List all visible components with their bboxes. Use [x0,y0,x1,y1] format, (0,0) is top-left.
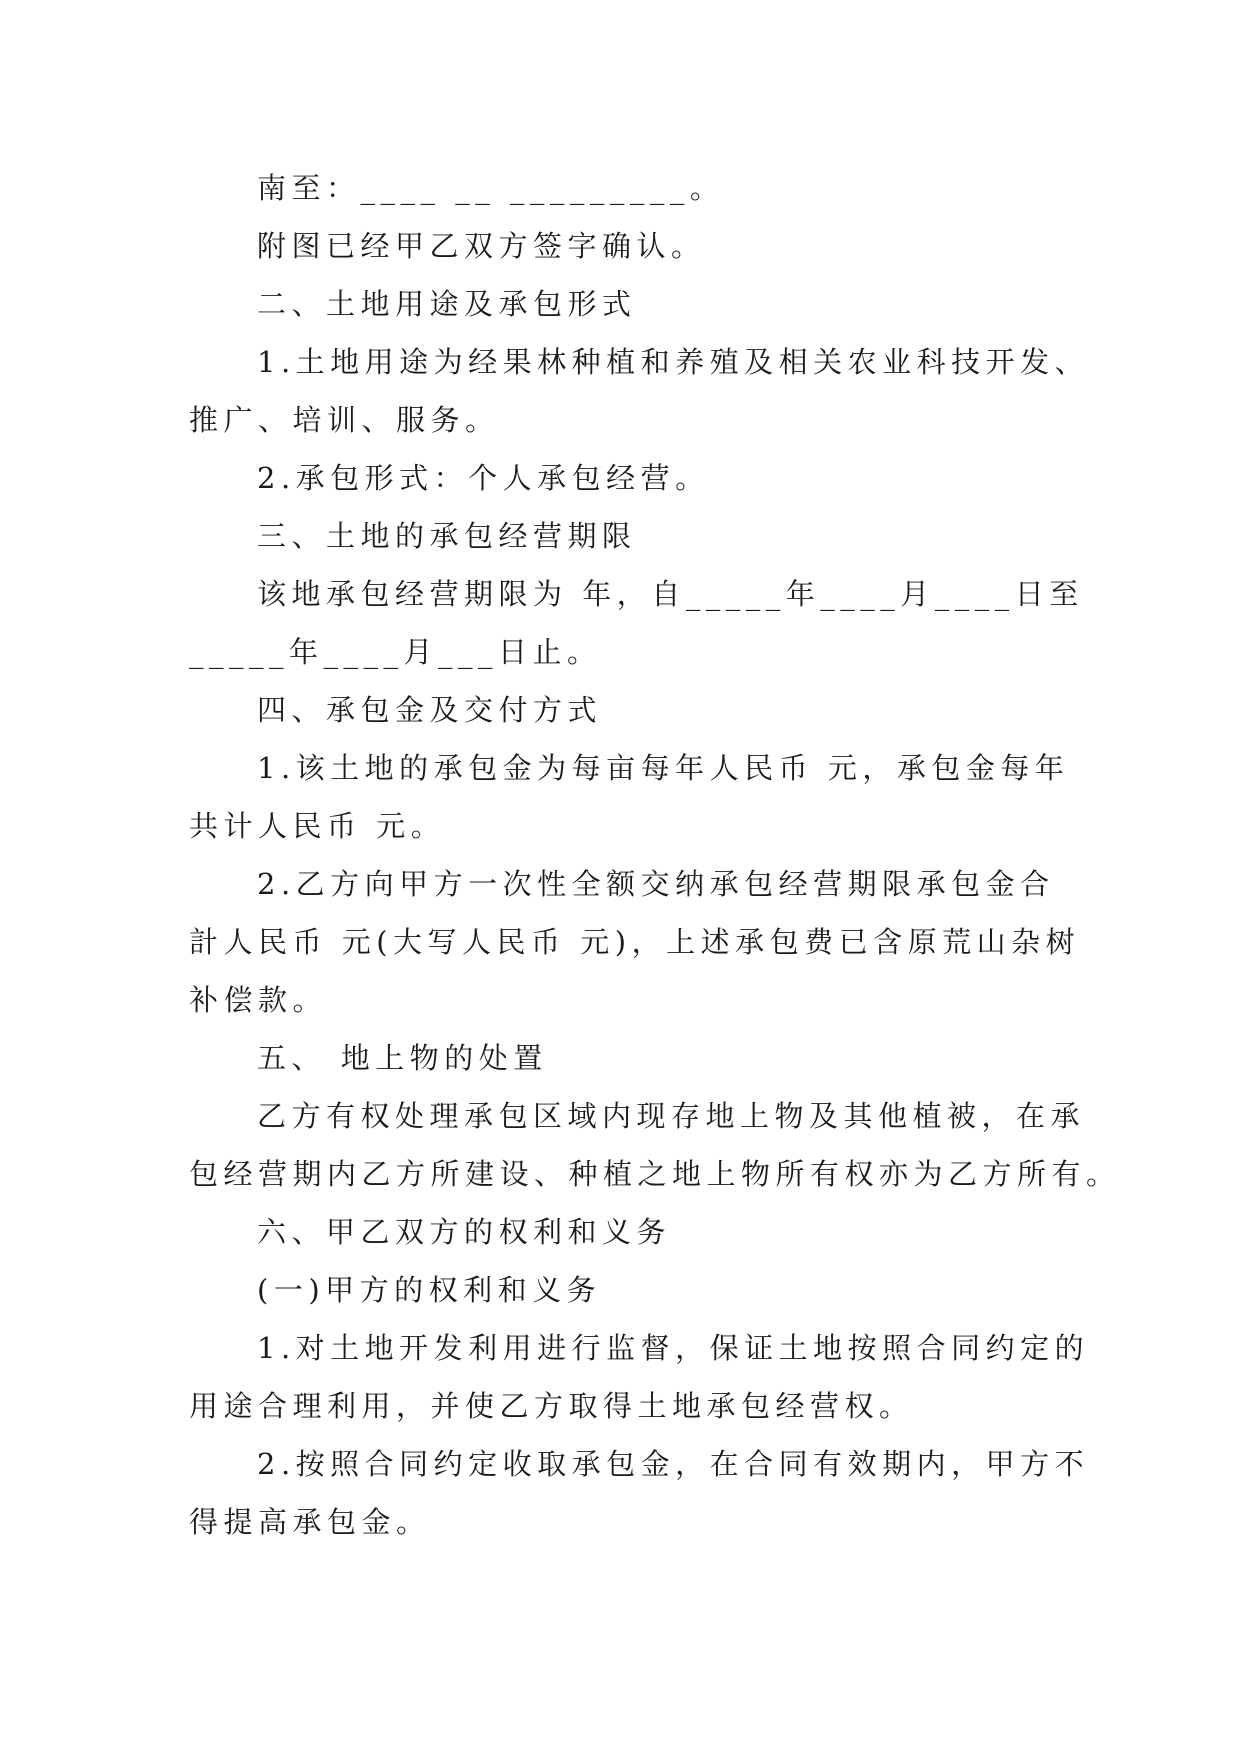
text-line: 附图已经甲乙双方签字确认。 [257,229,706,263]
subsection-heading: (一)甲方的权利和义务 [257,1273,602,1307]
text-line: 共计人民币 元。 [189,809,446,843]
text-line: 1.土地用途为经果林种植和养殖及相关农业科技开发、 [257,345,1090,379]
text-line: 2.按照合同约定收取承包金，在合同有效期内，甲方不 [257,1447,1090,1481]
text-line: 乙方有权处理承包区域内现存地上物及其他植被，在承 [257,1099,1086,1133]
text-line: 計人民币 元(大写人民币 元)，上述承包费已含原荒山杂树 [189,925,1081,959]
text-line: 该地承包经营期限为 年，自_____年____月____日至 [257,577,1084,611]
text-line: 补偿款。 [189,983,328,1017]
section-heading: 三、土地的承包经营期限 [257,519,637,553]
text-line: 2.乙方向甲方一次性全额交纳承包经营期限承包金合 [257,867,1055,901]
text-line: 南至：____ __ _________。 [257,171,725,205]
text-line: 包经营期内乙方所建设、种植之地上物所有权亦为乙方所有。 [189,1157,1121,1191]
text-line: 1.该土地的承包金为每亩每年人民币 元，承包金每年 [257,751,1070,785]
section-heading: 二、土地用途及承包形式 [257,287,637,321]
text-line: _____年____月___日止。 [189,635,602,669]
section-heading: 四、承包金及交付方式 [257,693,603,727]
section-heading: 六、甲乙双方的权利和义务 [257,1215,672,1249]
text-line: 推广、培训、服务。 [189,403,500,437]
text-line: 得提高承包金。 [189,1505,431,1539]
text-line: 用途合理利用，并使乙方取得土地承包经营权。 [189,1389,914,1423]
text-line: 1.对土地开发利用进行监督，保证土地按照合同约定的 [257,1331,1090,1365]
text-line: 2.承包形式：个人承包经营。 [257,461,710,495]
section-heading: 五、 地上物的处置 [257,1041,548,1075]
